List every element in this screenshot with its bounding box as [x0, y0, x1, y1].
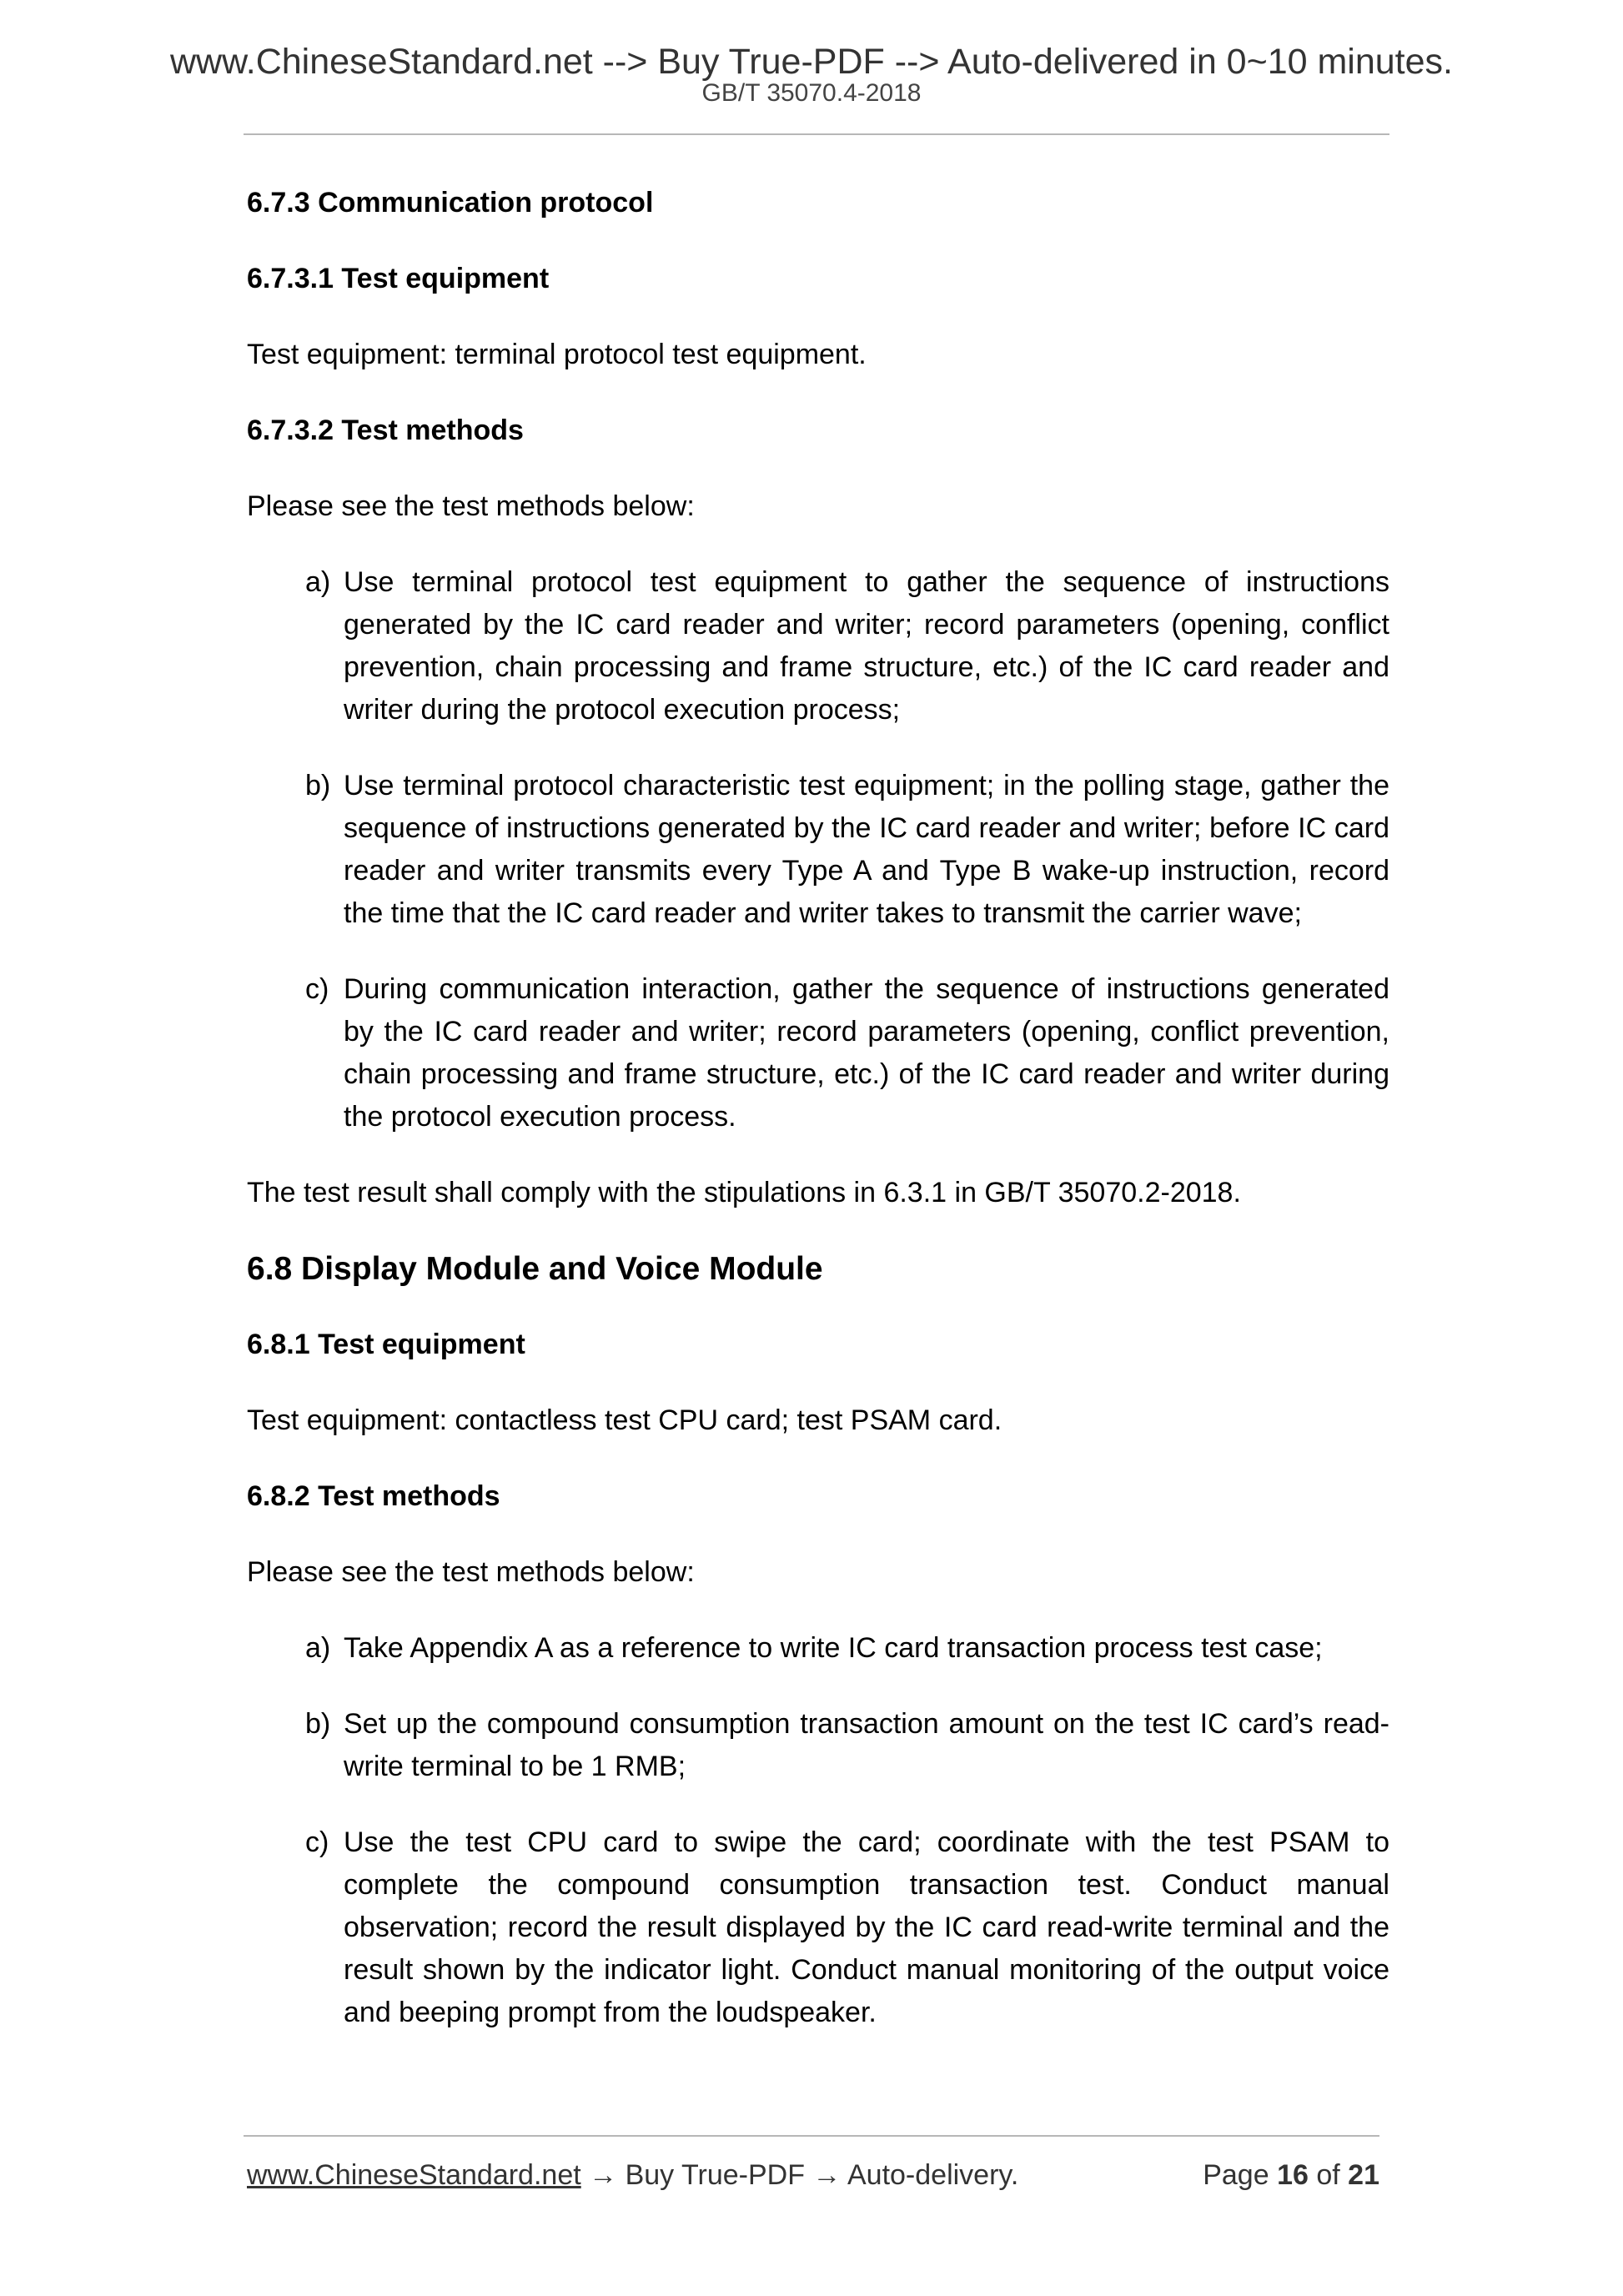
heading-6-8: 6.8 Display Module and Voice Module	[247, 1251, 823, 1287]
page-indicator	[1203, 2157, 1379, 2193]
heading-6-8-1: 6.8.1 Test equipment	[247, 1329, 525, 1360]
list-marker: b)	[305, 770, 331, 801]
list-marker: b)	[305, 1708, 331, 1740]
page-content	[247, 182, 1389, 2067]
paragraph-6-7-3-2-intro: Please see the test methods below:	[247, 490, 695, 522]
paragraph-6-7-3-2-result: The test result shall comply with the stipulations in 6.3.1 in GB/T 35070.2-2018.	[247, 1177, 1241, 1208]
heading-6-7-3-2: 6.7.3.2 Test methods	[247, 414, 524, 446]
list-marker: c)	[305, 973, 329, 1005]
list-item-text: Use the test CPU card to swipe the card; coordinate with the test PSAM to complete the compound consumption transaction test. Conduct manual observation; record the result displayed by the IC card read-write terminal and the result shown by the indicator light. Conduct manual monitoring of the output voice and beeping prompt from the loudspeaker.	[344, 1826, 1389, 2028]
list-item	[305, 1821, 1389, 2034]
page-total: 21	[1348, 2159, 1379, 2191]
list-item	[305, 765, 1389, 935]
list-item-text: Use terminal protocol test equipment to gather the sequence of instructions generated by the IC card reader and writer; record parameters (opening, conflict prevention, chain processing and frame structure, etc.) of the IC card reader and writer during the protocol execution process;	[344, 566, 1389, 726]
list-item-text: Take Appendix A as a reference to write IC card transaction process test case;	[344, 1632, 1323, 1664]
site-banner: www.ChineseStandard.net --> Buy True-PDF --> Auto-delivered in 0~10 minutes.	[169, 42, 1453, 82]
document-id: GB/T 35070.4-2018	[701, 79, 922, 107]
page-footer	[247, 2157, 1379, 2193]
list-item-text: Use terminal protocol characteristic test equipment; in the polling stage, gather the sequence of instructions generated by the IC card reader and writer; before IC card reader and writer transmits every Type A and Type B wake-up instruction, record the time that the IC card reader and writer takes to transmit the carrier wave;	[344, 770, 1389, 929]
list-marker: a)	[305, 566, 331, 598]
header-divider	[244, 133, 1389, 135]
paragraph-6-7-3-1: Test equipment: terminal protocol test equipment.	[247, 339, 867, 370]
list-marker: c)	[305, 1826, 329, 1858]
footer-divider	[244, 2135, 1379, 2137]
list-item	[305, 561, 1389, 731]
list-marker: a)	[305, 1632, 331, 1664]
heading-6-8-2: 6.8.2 Test methods	[247, 1480, 500, 1512]
list-item	[305, 1627, 1389, 1670]
footer-promo	[247, 2157, 1018, 2193]
paragraph-6-8-1: Test equipment: contactless test CPU card; test PSAM card.	[247, 1404, 1002, 1436]
page-current: 16	[1277, 2159, 1309, 2191]
list-item-text: Set up the compound consumption transaction amount on the test IC card’s read-write terminal to be 1 RMB;	[344, 1708, 1389, 1782]
list-item	[305, 968, 1389, 1138]
list-item	[305, 1703, 1389, 1788]
heading-6-7-3-1: 6.7.3.1 Test equipment	[247, 263, 550, 294]
heading-6-7-3: 6.7.3 Communication protocol	[247, 187, 654, 219]
footer-promo-text: → Buy True-PDF → Auto-delivery.	[580, 2159, 1019, 2191]
test-methods-list-6-7-3-2	[305, 561, 1389, 1138]
paragraph-6-8-2-intro: Please see the test methods below:	[247, 1556, 695, 1588]
list-item-text: During communication interaction, gather the sequence of instructions generated by the IC card reader and writer; record parameters (opening, conflict prevention, chain processing and frame structure, etc.) of the IC card reader and writer during the protocol execution process.	[344, 973, 1389, 1133]
page-of-label: of	[1316, 2159, 1340, 2191]
page-label: Page	[1203, 2159, 1269, 2191]
footer-site-link[interactable]: www.ChineseStandard.net	[247, 2159, 581, 2191]
test-methods-list-6-8-2	[305, 1627, 1389, 2034]
